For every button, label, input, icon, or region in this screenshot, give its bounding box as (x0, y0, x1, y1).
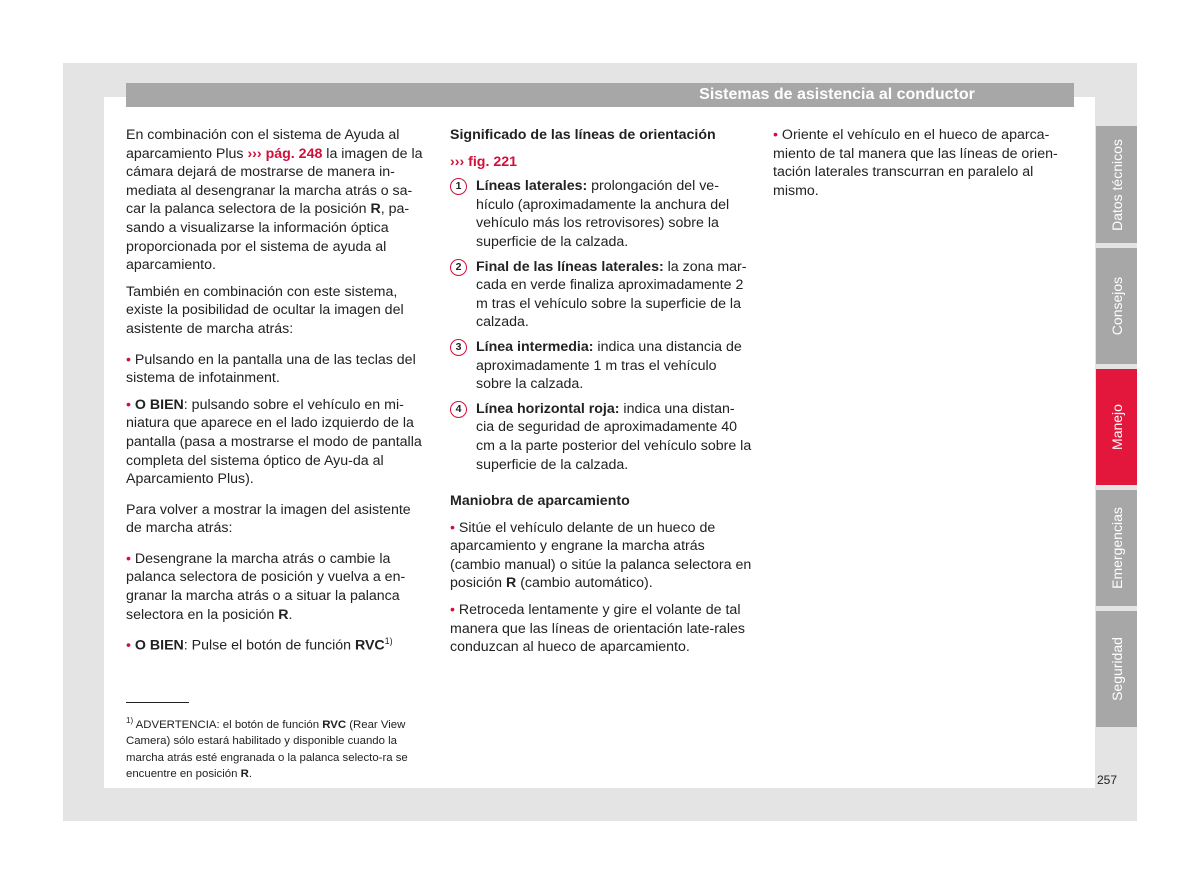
section-heading: Significado de las líneas de orientación (450, 127, 716, 143)
paragraph: En combinación con el sistema de Ayuda al aparcamiento Plus ››› pág. 248 la imagen de la cámara dejará de mostrarse de manera in-mediata al desengranar la marcha atrás o sa-car la palanca selectora de la posición R, pa-sando a visualizarse la información óptica proporcionada por el sistema de ayuda al aparcamiento. (126, 127, 423, 274)
side-tab-seguridad[interactable]: Seguridad (1096, 611, 1137, 727)
number-circle-icon: 4 (450, 401, 467, 418)
figure-reference-link[interactable]: ››› fig. 221 (450, 153, 518, 170)
bullet-item: • Retroceda lentamente y gire el volante de tal manera que las líneas de orientación late-rales conduzcan al hueco de aparcamiento. (450, 602, 745, 656)
section-title: Sistemas de asistencia al conductor (699, 86, 975, 103)
side-tab-emergencias[interactable]: Emergencias (1096, 490, 1137, 606)
bullet-item: • Pulsando en la pantalla una de las teclas del sistema de infotainment. (126, 351, 416, 387)
column-2 (450, 126, 752, 665)
page-reference-link[interactable]: ››› pág. 248 (247, 145, 323, 162)
number-circle-icon: 1 (450, 178, 467, 195)
paragraph: También en combinación con este sistema, existe la posibilidad de ocultar la imagen del asistente de marcha atrás: (126, 283, 404, 337)
number-circle-icon: 2 (450, 259, 467, 276)
section-header-bar (126, 83, 1074, 107)
bullet-icon: • (450, 602, 455, 619)
bullet-item: • O BIEN: Pulse el botón de función RVC$^{1)}$ (126, 636, 393, 654)
section-heading: Maniobra de aparcamiento (450, 493, 630, 510)
bullet-icon: • (126, 637, 131, 654)
footnote: $^{1)}$ ADVERTENCIA: el botón de función RVC (Rear View Camera) sólo estará habilitado y disponible cuando la marcha atrás esté engranada o la palanca selecto-ra se encuentre en posición R. (126, 716, 408, 781)
legend-item: 3 Línea intermedia: indica una distancia de aproximadamente 1 m tras el vehículo sobre la calzada. (450, 338, 752, 394)
bullet-item: • Desengrane la marcha atrás o cambie la palanca selectora de posición y vuelva a en-granar la marcha atrás o a situar la palanca selectora en la posición R. (126, 550, 406, 623)
bullet-icon: • (126, 396, 131, 413)
bullet-icon: • (773, 127, 778, 143)
bullet-item: • Oriente el vehículo en el hueco de aparca-miento de tal manera que las líneas de orien-tación laterales transcurran en paralelo al mismo. (773, 127, 1058, 199)
page-number: 257 (1097, 773, 1118, 787)
number-circle-icon: 3 (450, 339, 467, 356)
side-tab-datos-tecnicos[interactable]: Datos técnicos (1096, 126, 1137, 243)
footnote-divider (126, 702, 189, 703)
column-3 (773, 126, 1073, 208)
side-tab-consejos[interactable]: Consejos (1096, 248, 1137, 364)
side-tab-manejo[interactable]: Manejo (1096, 369, 1137, 485)
column-1 (126, 126, 424, 664)
footnote-marker: 1) (384, 636, 393, 647)
bullet-icon: • (126, 550, 131, 567)
bullet-item: • O BIEN: pulsando sobre el vehículo en mi-niatura que aparece en el lado izquierdo de la pantalla (pasa a mostrarse el modo de pantalla completa del sistema óptico de Ayu-da al Aparcamiento Plus). (126, 396, 422, 488)
bullet-icon: • (126, 351, 131, 368)
legend-item: 1 Líneas laterales: prolongación del ve-hículo (aproximadamente la anchura del vehículo más los retrovisores) sobre la superficie de la calzada. (450, 177, 752, 251)
legend-item: 2 Final de las líneas laterales: la zona mar-cada en verde finaliza aproximadamente 2 m tras el vehículo sobre la superficie de la calzada. (450, 258, 752, 332)
legend-item: 4 Línea horizontal roja: indica una distan-cia de seguridad de aproximadamente 40 cm a la parte posterior del vehículo sobre la superficie de la calzada. (450, 400, 752, 474)
bullet-icon: • (450, 519, 455, 536)
paragraph: Para volver a mostrar la imagen del asistente de marcha atrás: (126, 501, 411, 537)
bullet-item: • Sitúe el vehículo delante de un hueco de aparcamiento y engrane la marcha atrás (cambio manual) o sitúe la palanca selectora en posición R (cambio automático). (450, 519, 752, 592)
